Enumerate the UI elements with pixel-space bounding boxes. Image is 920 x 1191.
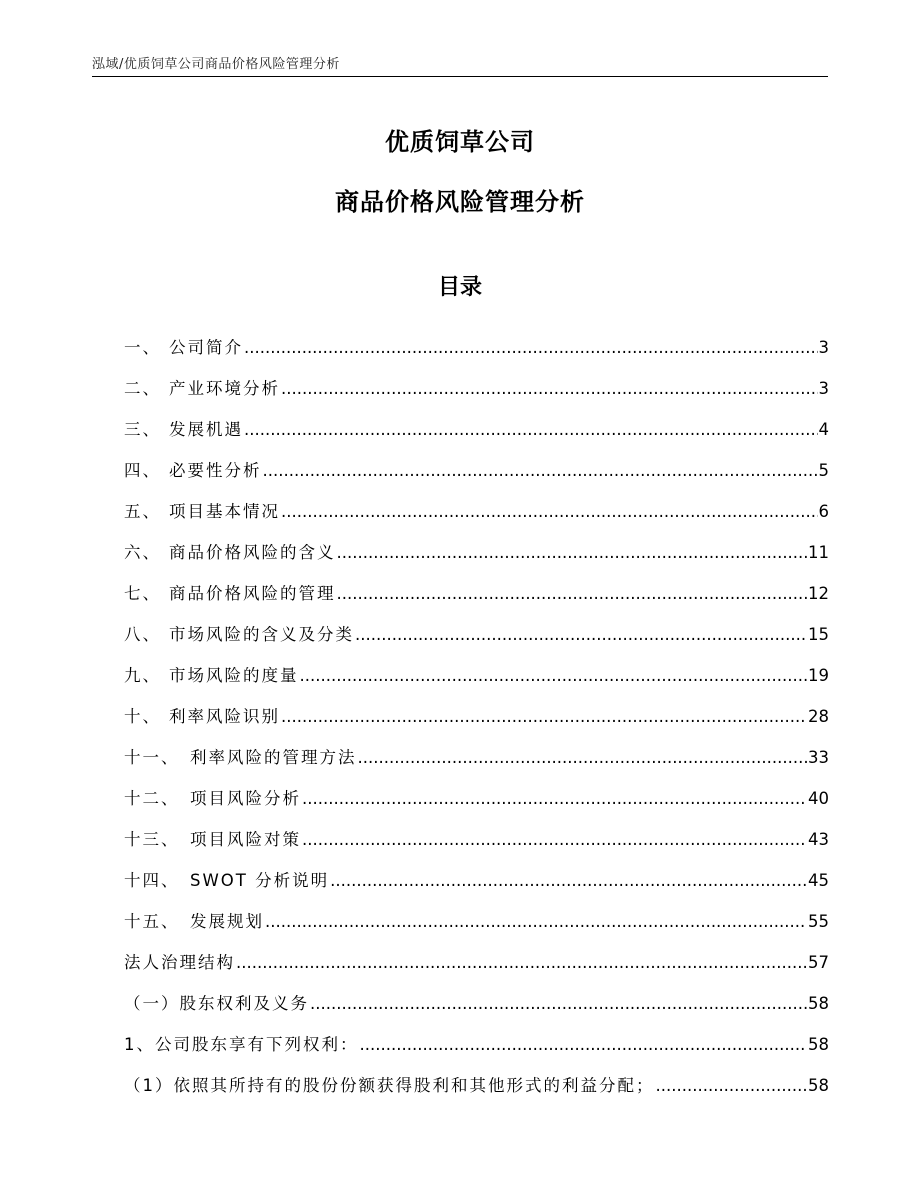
toc-entry-number: 三、 <box>124 420 161 439</box>
toc-entry[interactable] <box>124 1060 829 1101</box>
toc-leader-dots <box>263 456 818 486</box>
toc-leader-dots <box>265 907 807 937</box>
toc-entry-label: 商品价格风险的管理 <box>169 584 336 603</box>
toc-entry-page: 40 <box>808 789 829 808</box>
toc-entry-label: 项目风险分析 <box>190 789 301 808</box>
toc-entry-page: 15 <box>808 625 829 644</box>
toc-heading: 目录 <box>437 275 482 300</box>
toc-leader-dots <box>300 661 808 691</box>
toc-leader-dots <box>302 825 807 855</box>
table-of-contents <box>124 322 829 1101</box>
toc-entry-label: 法人治理结构 <box>124 953 235 972</box>
toc-entry-page: 33 <box>808 748 829 767</box>
toc-entry-number: 十一、 <box>124 748 180 767</box>
toc-leader-dots <box>236 948 807 978</box>
toc-entry-label: 1、公司股东享有下列权利： <box>124 1035 359 1054</box>
toc-entry-page: 58 <box>808 994 829 1013</box>
toc-entry-label: 公司简介 <box>169 338 243 357</box>
toc-entry-number: 九、 <box>124 666 161 685</box>
toc-entry[interactable] <box>124 1019 829 1060</box>
document-subtitle: 商品价格风险管理分析 <box>335 188 585 216</box>
toc-entry[interactable] <box>124 486 829 527</box>
toc-entry-page: 3 <box>818 379 829 398</box>
toc-leader-dots <box>360 1030 808 1060</box>
toc-leader-dots <box>656 1071 808 1101</box>
toc-entry[interactable] <box>124 527 829 568</box>
toc-leader-dots <box>337 538 808 568</box>
toc-entry[interactable] <box>124 814 829 855</box>
toc-leader-dots <box>244 415 818 445</box>
toc-entry-label: SWOT 分析说明 <box>190 871 330 890</box>
toc-leader-dots <box>281 374 818 404</box>
toc-leader-dots <box>244 333 818 363</box>
toc-entry[interactable] <box>124 322 829 363</box>
toc-entry-number: 七、 <box>124 584 161 603</box>
toc-entry[interactable] <box>124 404 829 445</box>
toc-entry-page: 45 <box>808 871 829 890</box>
toc-leader-dots <box>302 784 807 814</box>
toc-leader-dots <box>355 620 807 650</box>
toc-entry-label: 商品价格风险的含义 <box>169 543 336 562</box>
toc-entry[interactable] <box>124 568 829 609</box>
toc-entry-page: 55 <box>808 912 829 931</box>
document-title: 优质饲草公司 <box>385 128 535 156</box>
toc-entry-label: 市场风险的度量 <box>169 666 299 685</box>
toc-entry-page: 58 <box>808 1076 829 1095</box>
toc-entry-page: 58 <box>808 1035 829 1054</box>
toc-entry-label: （1）依照其所持有的股份份额获得股利和其他形式的利益分配； <box>124 1076 655 1095</box>
toc-entry-label: 必要性分析 <box>169 461 262 480</box>
toc-entry-page: 3 <box>818 338 829 357</box>
toc-leader-dots <box>281 702 807 732</box>
toc-entry-label: （一）股东权利及义务 <box>124 994 309 1013</box>
toc-entry-label: 利率风险识别 <box>169 707 280 726</box>
toc-entry-number: 六、 <box>124 543 161 562</box>
toc-entry[interactable] <box>124 773 829 814</box>
toc-entry[interactable] <box>124 978 829 1019</box>
toc-entry-label: 利率风险的管理方法 <box>190 748 357 767</box>
toc-entry-label: 项目风险对策 <box>190 830 301 849</box>
toc-entry-page: 19 <box>808 666 829 685</box>
toc-entry-page: 11 <box>808 543 829 562</box>
toc-entry-page: 5 <box>818 461 829 480</box>
toc-entry-label: 项目基本情况 <box>169 502 280 521</box>
toc-entry-number: 十二、 <box>124 789 180 808</box>
toc-entry[interactable] <box>124 855 829 896</box>
toc-leader-dots <box>310 989 807 1019</box>
header-divider <box>92 76 828 77</box>
toc-leader-dots <box>330 866 807 896</box>
toc-entry-page: 6 <box>818 502 829 521</box>
toc-entry[interactable] <box>124 691 829 732</box>
toc-entry-number: 一、 <box>124 338 161 357</box>
toc-entry-label: 发展机遇 <box>169 420 243 439</box>
toc-entry-number: 十四、 <box>124 871 180 890</box>
toc-entry-label: 发展规划 <box>190 912 264 931</box>
toc-entry[interactable] <box>124 650 829 691</box>
toc-entry-number: 十五、 <box>124 912 180 931</box>
toc-entry-number: 十、 <box>124 707 161 726</box>
toc-entry[interactable] <box>124 363 829 404</box>
toc-entry-number: 二、 <box>124 379 161 398</box>
toc-entry-label: 市场风险的含义及分类 <box>169 625 354 644</box>
toc-entry-page: 12 <box>808 584 829 603</box>
toc-entry-label: 产业环境分析 <box>169 379 280 398</box>
toc-entry[interactable] <box>124 732 829 773</box>
toc-leader-dots <box>337 579 808 609</box>
toc-entry[interactable] <box>124 937 829 978</box>
running-header: 泓域/优质饲草公司商品价格风险管理分析 <box>92 57 340 72</box>
toc-entry-page: 57 <box>808 953 829 972</box>
toc-entry[interactable] <box>124 896 829 937</box>
toc-leader-dots <box>358 743 808 773</box>
toc-entry[interactable] <box>124 445 829 486</box>
toc-entry-page: 28 <box>808 707 829 726</box>
toc-entry-number: 四、 <box>124 461 161 480</box>
toc-entry-number: 八、 <box>124 625 161 644</box>
toc-entry-number: 五、 <box>124 502 161 521</box>
toc-entry-page: 4 <box>818 420 829 439</box>
toc-leader-dots <box>281 497 818 527</box>
toc-entry[interactable] <box>124 609 829 650</box>
toc-entry-page: 43 <box>808 830 829 849</box>
toc-entry-number: 十三、 <box>124 830 180 849</box>
